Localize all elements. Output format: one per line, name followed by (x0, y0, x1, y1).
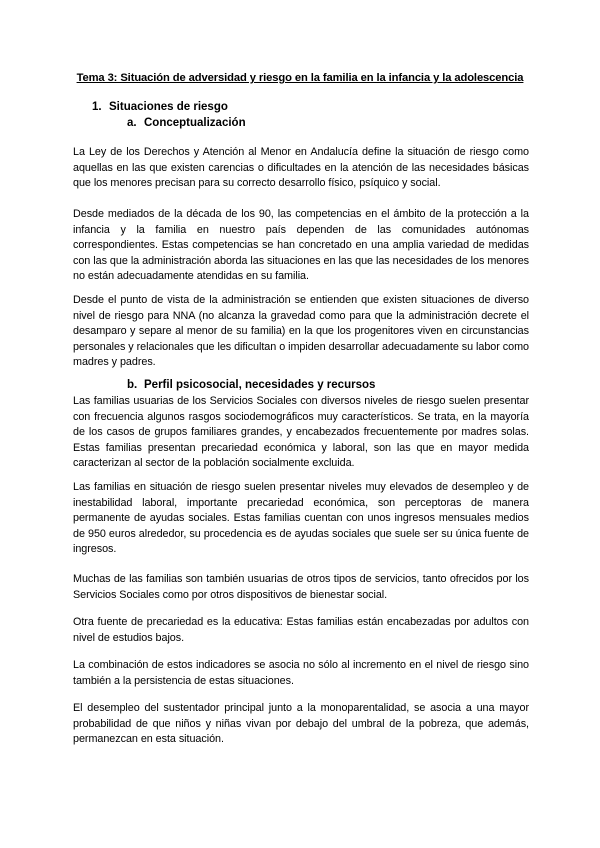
paragraph-desempleo-sustentador: El desempleo del sustentador principal junto a la monoparentalidad, se asocia a una mayor probabilidad de que niños y niñas vivan por debajo del umbral de la pobreza, que además, permanezcan en esta situación. (73, 702, 529, 745)
paragraph-competencias: Desde mediados de la década de los 90, las competencias en el ámbito de la protección a la infancia y la familia en nuestro país dependen de las comunidades autónomas correspondientes. Estas competencias se han concretado en una amplia variedad de medidas con las que la administración aborda las situaciones en las que las necesidades de los menores no están adecuadamente atendidas en su familia. (73, 208, 529, 282)
paragraph-familias-situacion-riesgo: Las familias en situación de riesgo suelen presentar niveles muy elevados de desempleo y de inestabilidad laboral, importante precariedad económica, son perceptoras de manera permanente de ayudas sociales. Estas familias cuentan con unos ingresos mensuales medios de 950 euros alrededor, su procedencia es de ayudas sociales que suele ser su única fuente de ingresos. (73, 481, 529, 555)
subsection-heading-text: Conceptualización (144, 117, 246, 129)
subsection-heading-text: Perfil psicosocial, necesidades y recursos (144, 379, 376, 391)
paragraph-precariedad-educativa: Otra fuente de precariedad es la educativa: Estas familias están encabezadas por adultos con nivel de estudios bajos. (73, 616, 529, 644)
paragraph-definicion-riesgo: La Ley de los Derechos y Atención al Menor en Andalucía define la situación de riesgo como aquellas en las que existen carencias o dificultades en la atención de las necesidades básicas que los menores precisan para su correcto desarrollo físico, psíquico y social. (73, 146, 529, 189)
subsection-letter: a. (127, 117, 137, 129)
document-title: Tema 3: Situación de adversidad y riesgo en la familia en la infancia y la adolescencia (76, 72, 524, 84)
subsection-letter: b. (127, 379, 138, 391)
paragraph-combinacion-indicadores: La combinación de estos indicadores se asocia no sólo al incremento en el nivel de riesgo sino también a la persistencia de estas situaciones. (73, 659, 529, 687)
section-number: 1. (92, 101, 102, 113)
section-heading-situaciones-de-riesgo (92, 101, 228, 113)
paragraph-familias-usuarias: Las familias usuarias de los Servicios Sociales con diversos niveles de riesgo suelen presentar con frecuencia algunos rasgos sociodemográficos muy característicos. Se trata, en la mayoría de los casos de grupos familiares grandes, y encabezados frecuentemente por madres solas. Estas familias presentan precariedad económica y laboral, son las que en mayor medida caracterizan al sector de la población socialmente excluida. (73, 395, 529, 469)
paragraph-otros-servicios: Muchas de las familias son también usuarias de otros tipos de servicios, tanto ofrecidos por los Servicios Sociales como por otros dispositivos de bienestar social. (73, 573, 529, 601)
subsection-heading-conceptualizacion (127, 117, 246, 129)
subsection-heading-perfil-psicosocial (127, 379, 375, 391)
section-heading-text: Situaciones de riesgo (109, 101, 228, 113)
paragraph-punto-de-vista-administracion: Desde el punto de vista de la administración se entienden que existen situaciones de diverso nivel de riesgo para NNA (no alcanza la gravedad como para que la administración decrete el desamparo y separe al menor de su familia) en la que los progenitores viven en circunstancias personales y relacionales que les dificultan o impiden desarrollar adecuadamente su labor como madres y padres. (73, 294, 529, 368)
